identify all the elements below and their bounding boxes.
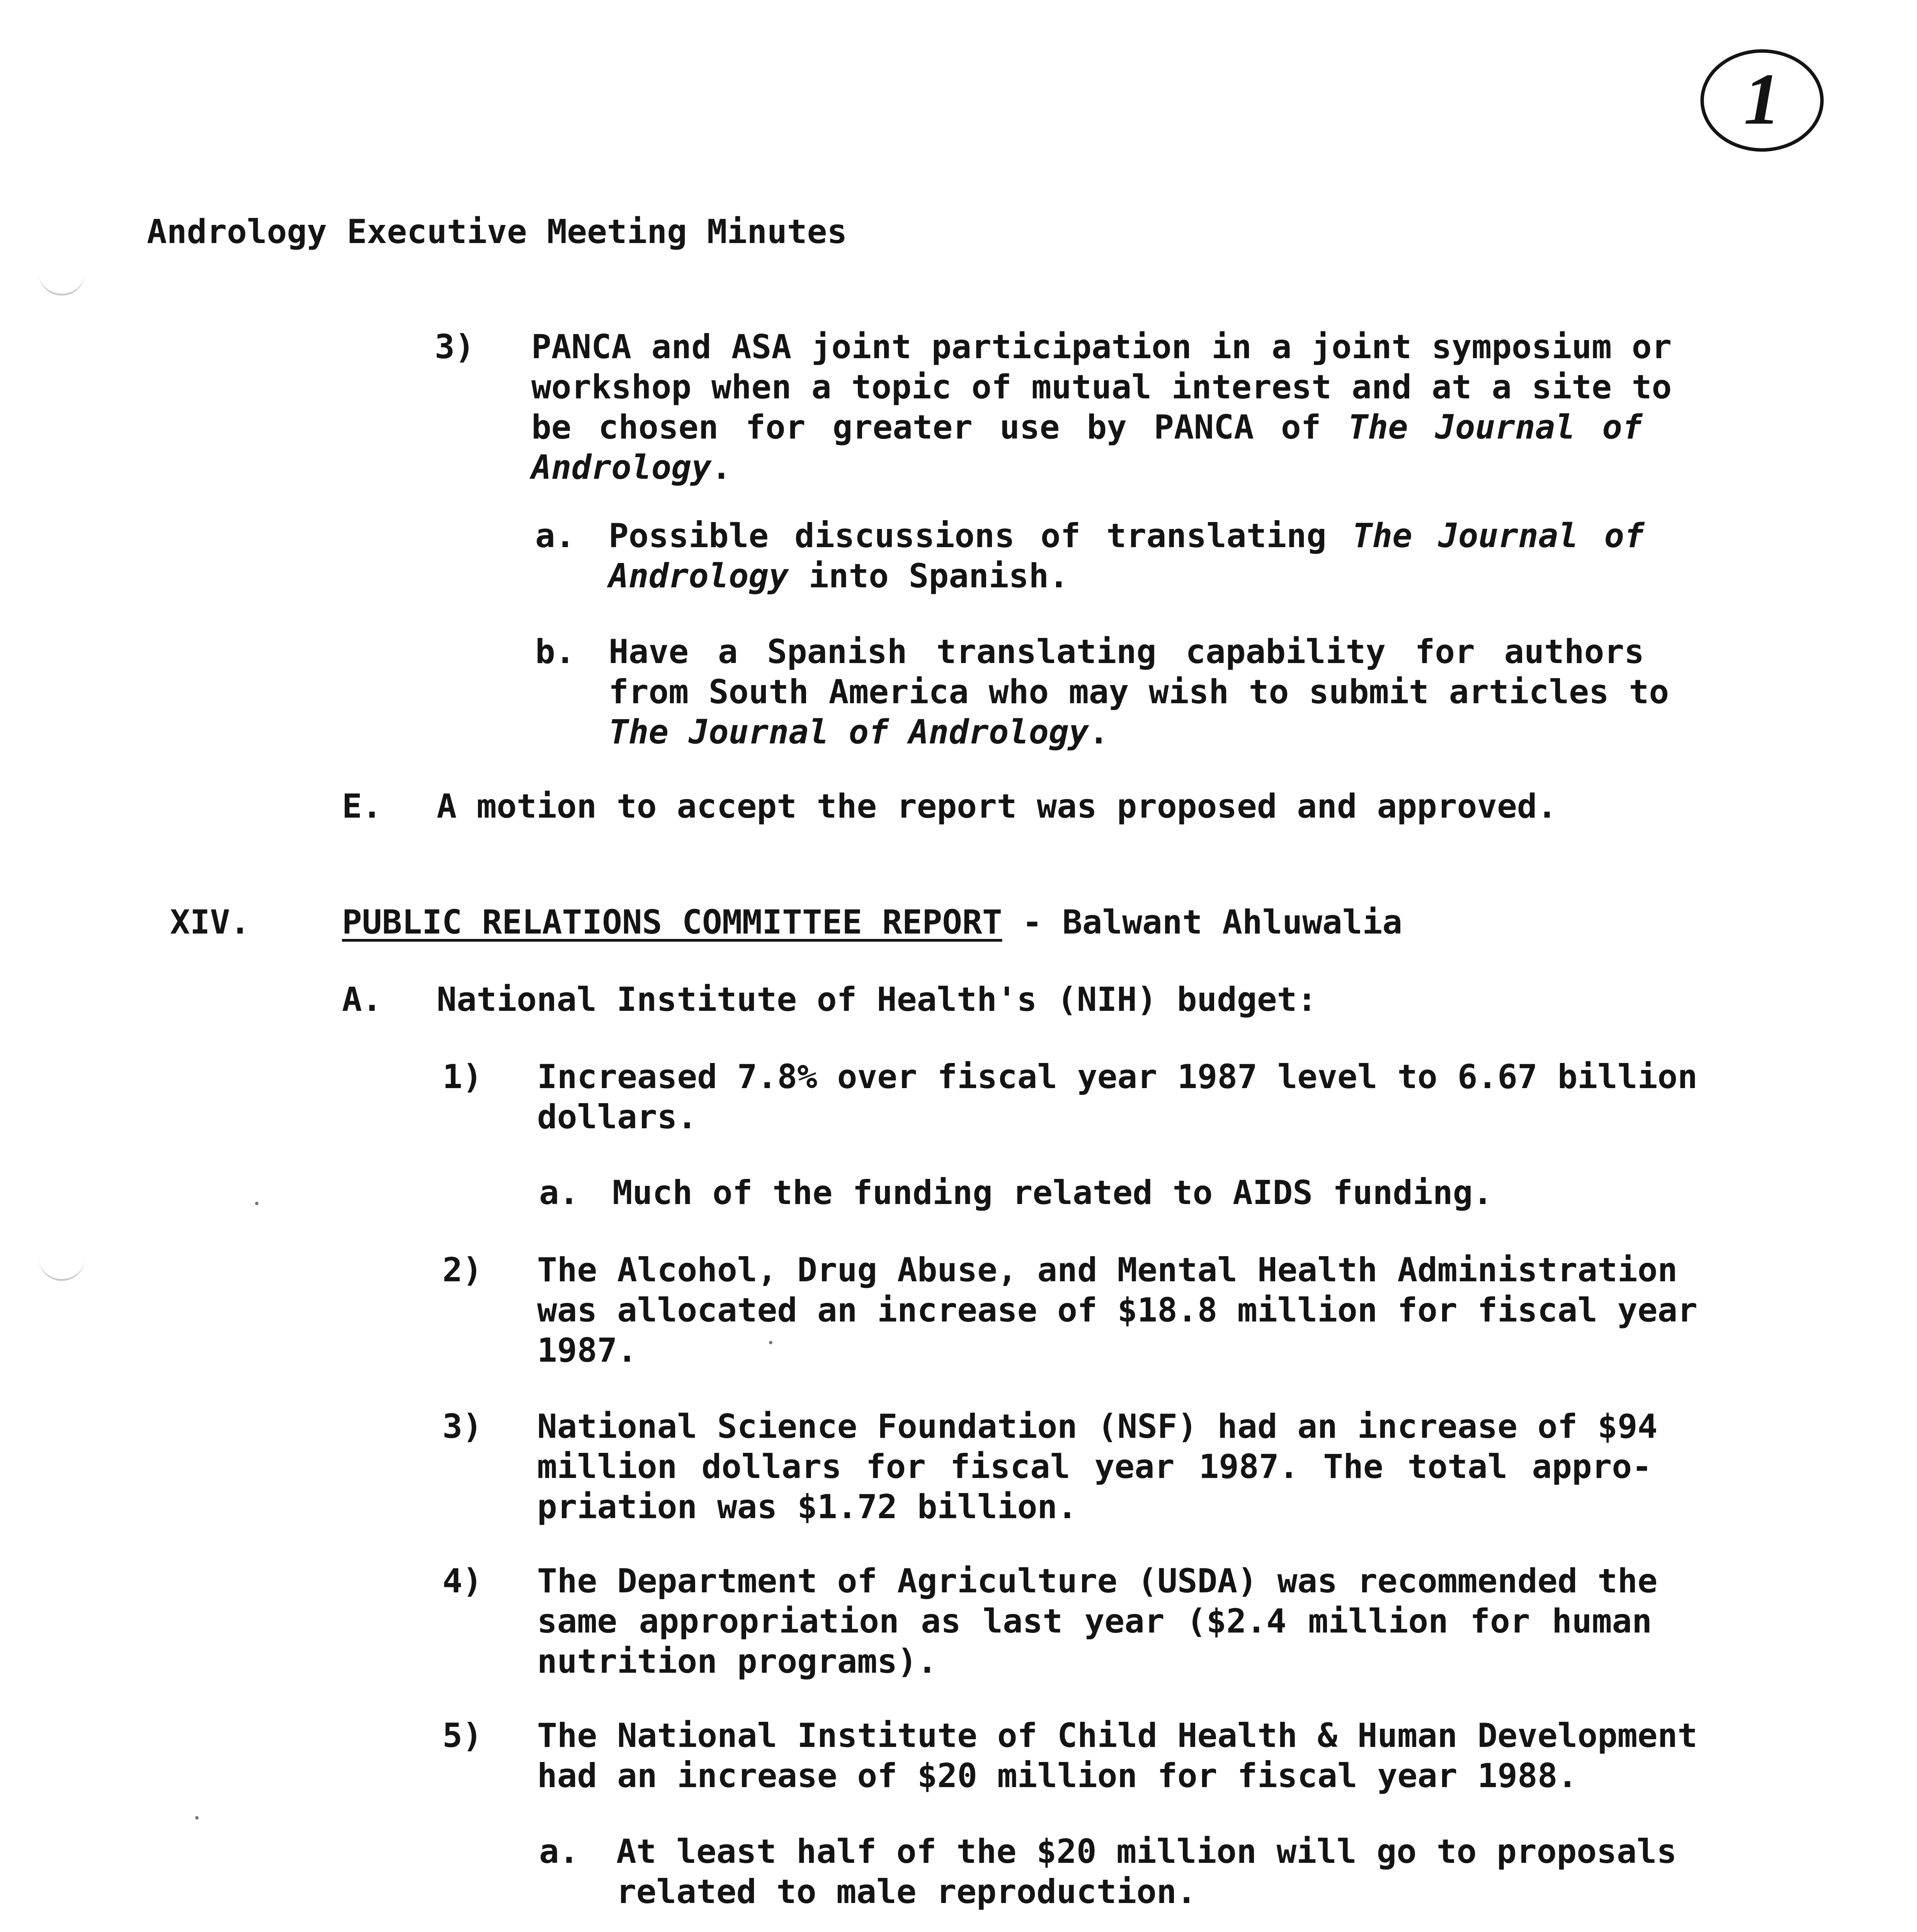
item-3b-paragraph: Have a Spanish translating capability for authors from South America who may wish to submit articles to The Journal of Andrology. [609,633,1669,752]
a4-paragraph: The Department of Agriculture (USDA) was recommended the same appropriation as last year ($2.4 million for human nutrition programs). [537,1562,1658,1681]
a3-paragraph: National Science Foundation (NSF) had an increase of $94 million dollars for fiscal year 1987. The total appro- priation was $1.72 billion. [537,1407,1658,1526]
sub-letter: a. [539,1832,579,1871]
item-number: 4) [442,1562,483,1600]
item-number: 2) [442,1251,483,1289]
item-3a-paragraph: Possible discussions of translating The Journal of Andrology into Spanish. [609,517,1644,595]
circled-page-marker [1696,44,1828,156]
sub-letter: b. [535,633,575,671]
sub-letter: a. [539,1173,579,1212]
item-number: 3) [435,328,475,366]
a5a-paragraph: At least half of the $20 million will go to proposals related to male reproduction. [616,1832,1677,1911]
item-e-text: A motion to accept the report was proposed and approved. [437,787,1557,826]
page-header-title: Andrology Executive Meeting Minutes [147,213,847,251]
section-numeral: XIV. [170,903,250,942]
binder-hole-middle [39,1256,85,1281]
a5-paragraph: The National Institute of Child Health & Human Development had an increase of $20 million for fiscal year 1988. [537,1716,1698,1795]
item-number: 1) [442,1058,483,1096]
sub-letter: a. [535,517,575,555]
item-number: 5) [442,1716,483,1755]
item-letter: E. [342,787,382,826]
section-title: PUBLIC RELATIONS COMMITTEE REPORT [342,903,1002,942]
binder-hole-top [39,270,85,296]
item-letter: A. [342,980,382,1019]
page-marker-text: 1 [1744,59,1781,140]
item-3-paragraph: PANCA and ASA joint participation in a joint symposium or workshop when a topic of mutual interest and at a site to be chosen for greater use by PANCA of The Journal of Andrology. [531,328,1672,487]
item-number: 3) [442,1407,483,1446]
scan-speck [255,1202,259,1205]
scan-speck [195,1816,199,1820]
a1-paragraph: Increased 7.8% over fiscal year 1987 level to 6.67 billion dollars. [537,1058,1698,1136]
section-a-text: National Institute of Health's (NIH) budget: [437,980,1317,1019]
section-presenter: - Balwant Ahluwalia [1002,903,1403,942]
item-3a-text: Possible discussions of translating [609,517,1352,555]
a1a-text: Much of the funding related to AIDS funding. [612,1173,1493,1212]
a2-paragraph: The Alcohol, Drug Abuse, and Mental Health Administration was allocated an increase of $18.8 million for fiscal year 1987. [537,1251,1698,1370]
section-heading [342,902,1402,942]
